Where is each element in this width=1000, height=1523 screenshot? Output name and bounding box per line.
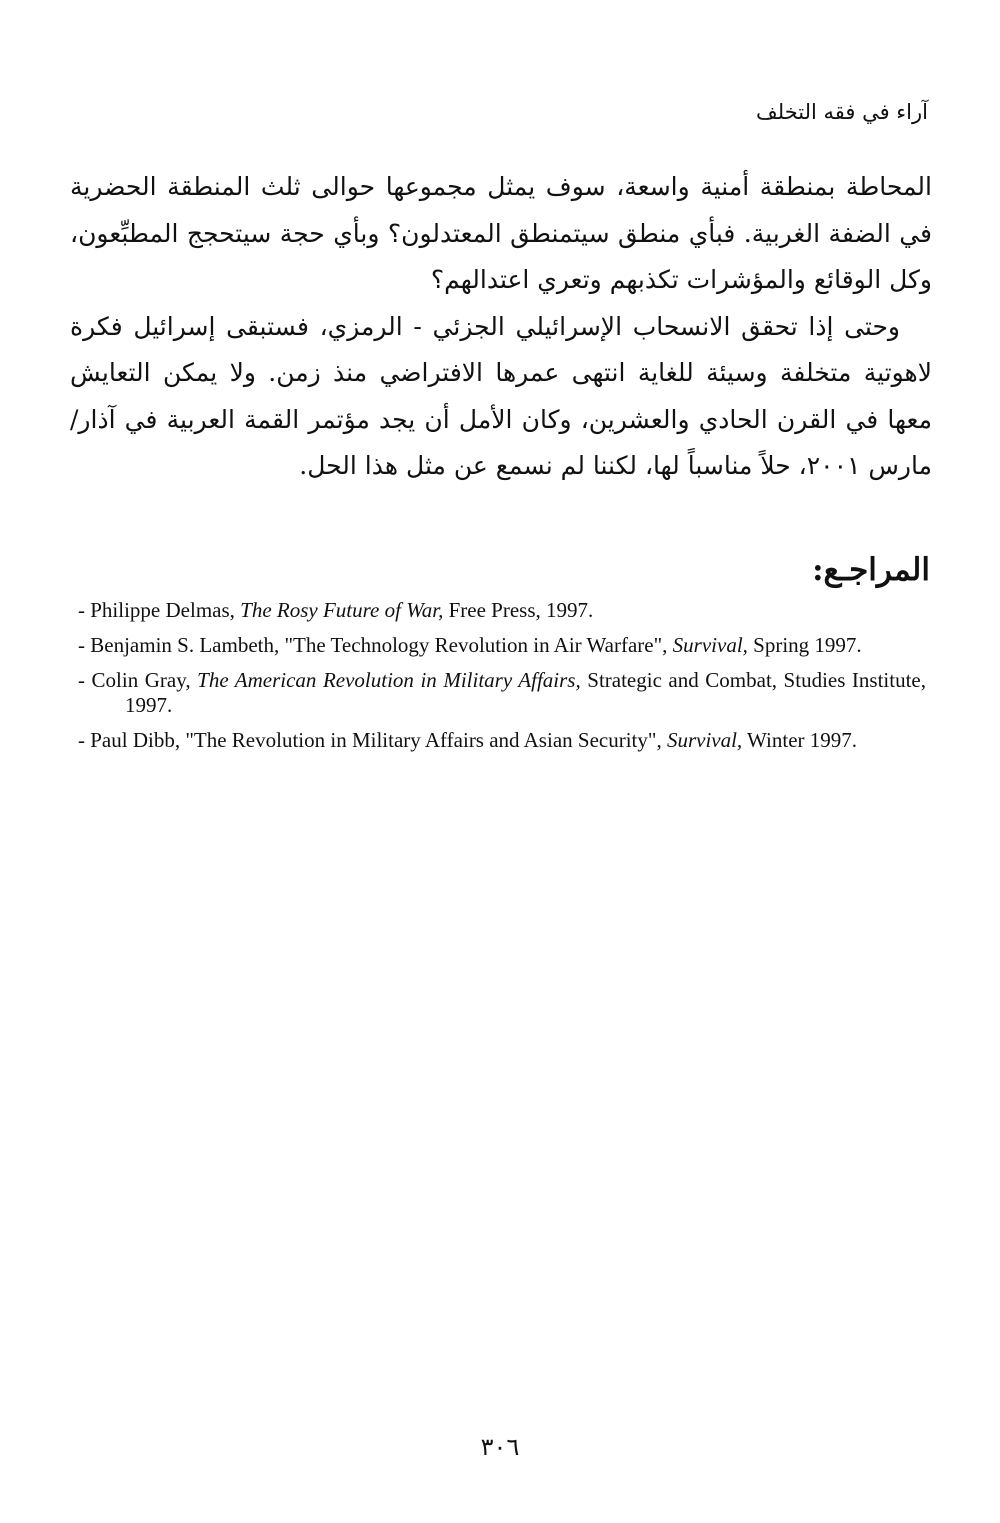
reference-author-text: Philippe Delmas, bbox=[90, 598, 241, 622]
reference-item bbox=[78, 668, 926, 718]
running-head: آراء في فقه التخلف bbox=[756, 100, 928, 124]
reference-dash: - bbox=[78, 668, 92, 692]
reference-item bbox=[78, 633, 926, 658]
page-number: ٣٠٦ bbox=[480, 1433, 520, 1461]
reference-publication: Free Press, 1997. bbox=[443, 598, 594, 622]
reference-dash: - bbox=[78, 633, 91, 657]
reference-title: The Rosy Future of War, bbox=[240, 598, 444, 622]
reference-title: The American Revolution in Military Affairs, bbox=[197, 668, 581, 692]
reference-publication: Spring 1997. bbox=[747, 633, 862, 657]
reference-publication: Winter 1997. bbox=[742, 728, 858, 752]
reference-author-text: Colin Gray, bbox=[91, 668, 198, 692]
reference-author-text: Benjamin S. Lambeth, "The Technology Revolution in Air Warfare", bbox=[90, 633, 673, 657]
reference-dash: - bbox=[78, 728, 91, 752]
paragraph-continuation: المحاطة بمنطقة أمنية واسعة، سوف يمثل مجموعها حوالى ثلث المنطقة الحضرية في الضفة الغربية. فبأي منطق سيتمنطق المعتدلون؟ وبأي حجة سيتحجج المطبِّعون، وكل الوقائع والمؤشرات تكذبهم وتعري اعتدالهم؟ bbox=[70, 172, 932, 294]
references-list bbox=[78, 598, 926, 763]
paragraph: وحتى إذا تحقق الانسحاب الإسرائيلي الجزئي - الرمزي، فستبقى إسرائيل فكرة لاهوتية متخلفة وسيئة للغاية انتهى عمرها الافتراضي منذ زمن. ولا يمكن التعايش معها في القرن الحادي والعشرين، وكان الأمل أن يجد مؤتمر القمة العربية في آذار/مارس ٢٠٠١، حلاً مناسباً لها، لكننا لم نسمع عن مثل هذا الحل. bbox=[70, 311, 932, 480]
reference-item bbox=[78, 598, 926, 623]
reference-title: Survival, bbox=[666, 728, 743, 752]
reference-publication: Strategic and Combat, Studies Institute, 1997. bbox=[125, 668, 926, 717]
reference-author-text: Paul Dibb, "The Revolution in Military Affairs and Asian Security", bbox=[90, 728, 667, 752]
reference-title: Survival, bbox=[672, 633, 748, 657]
reference-item bbox=[78, 728, 926, 753]
references-heading: المراجـع: bbox=[812, 552, 930, 588]
reference-dash: - bbox=[78, 598, 91, 622]
body-text bbox=[70, 164, 932, 490]
